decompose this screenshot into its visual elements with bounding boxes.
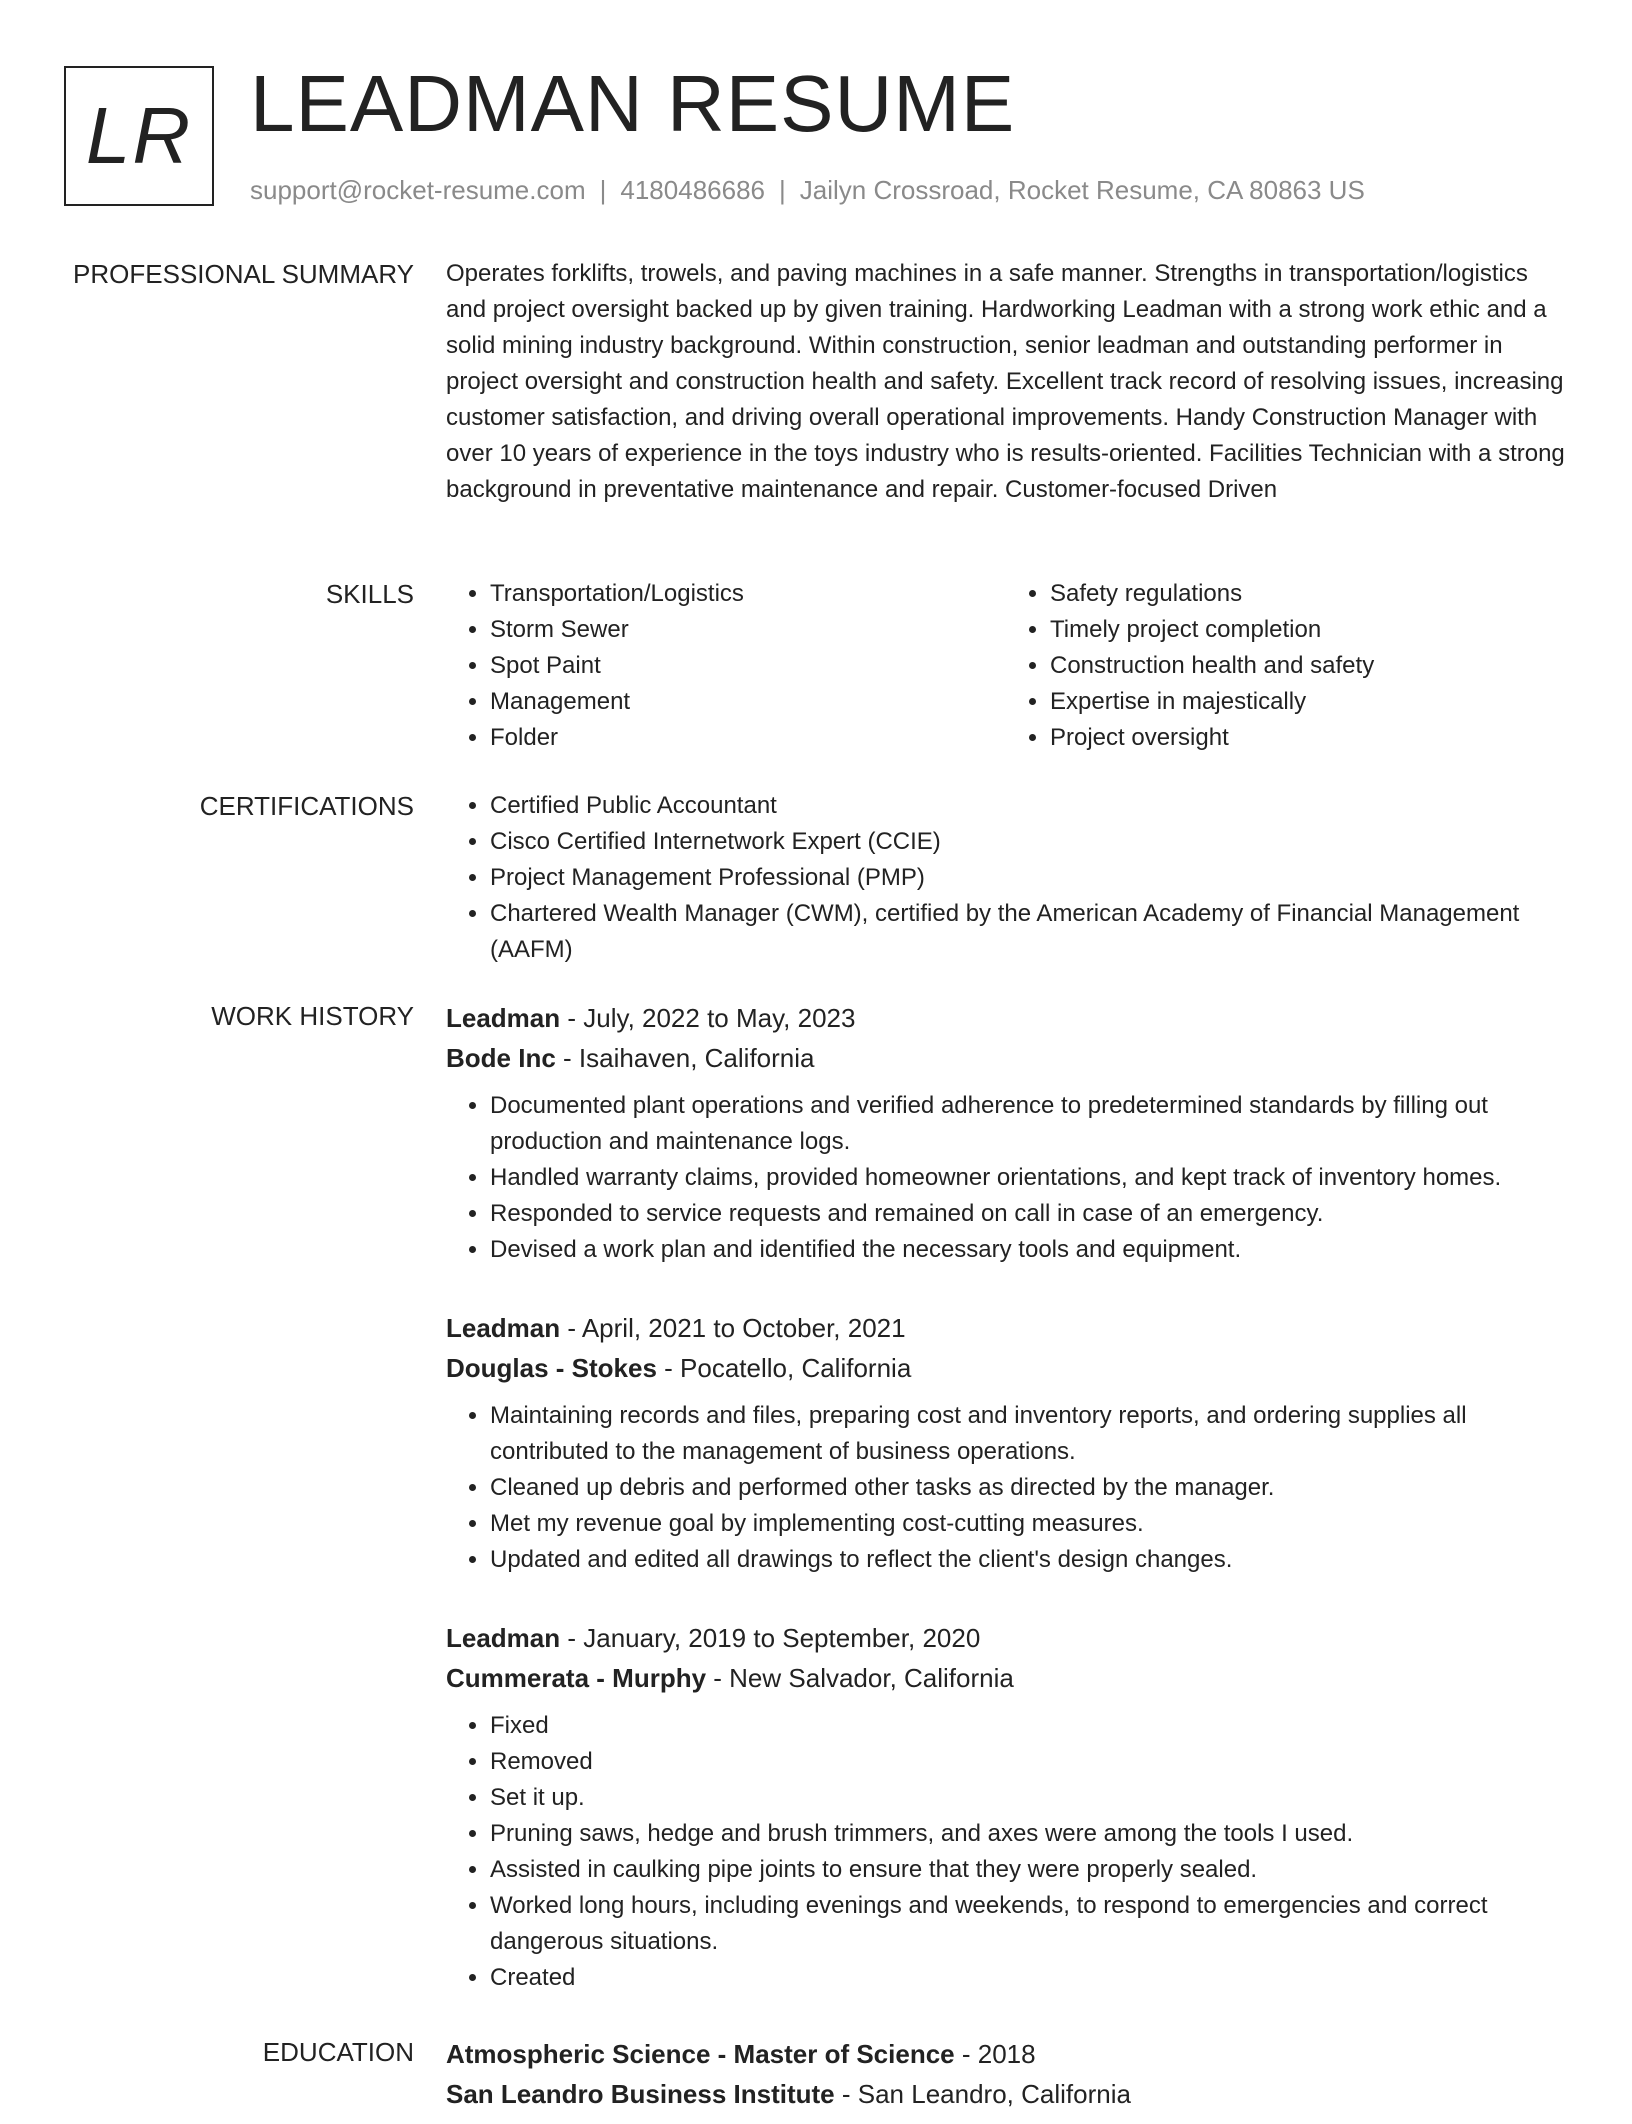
job-location: - Pocatello, California (656, 1353, 912, 1383)
skill-item: • Spot Paint (490, 648, 1006, 684)
certification-item: • Chartered Wealth Manager (CWM), certified by the American Academy of Financial Management (AAFM) (490, 896, 1566, 968)
job-bullet: • Created (490, 1960, 1566, 1996)
skill-item: • Timely project completion (1050, 612, 1566, 648)
job-bullet: • Assisted in caulking pipe joints to ensure that they were properly sealed. (490, 1852, 1566, 1888)
skill-item: • Transportation/Logistics (490, 576, 1006, 612)
education-degree-line (446, 2034, 1566, 2074)
certification-item: • Cisco Certified Internetwork Expert (CCIE) (490, 824, 1566, 860)
education-year: - 2018 (954, 2039, 1036, 2069)
job-company-line (446, 1038, 1566, 1078)
job-company: Douglas - Stokes (446, 1353, 657, 1383)
certifications-body (446, 788, 1566, 968)
section-label-skills: SKILLS (325, 579, 414, 609)
job-dates: - July, 2022 to May, 2023 (560, 1003, 856, 1033)
skill-item: • Project oversight (1050, 720, 1566, 756)
job-title-line (446, 1618, 1566, 1658)
job-bullet: • Removed (490, 1744, 1566, 1780)
section-label-work-history: WORK HISTORY (211, 1001, 414, 1031)
education-body (446, 2034, 1566, 2124)
certifications-list (446, 788, 1566, 968)
section-label-summary: PROFESSIONAL SUMMARY (73, 259, 414, 289)
job-company: Cummerata - Murphy (446, 1663, 707, 1693)
education-school-line (446, 2074, 1566, 2114)
skills-list-right (1006, 576, 1566, 756)
contact-line (250, 174, 1365, 206)
job-entry (446, 1308, 1566, 1578)
contact-address: Jailyn Crossroad, Rocket Resume, CA 80863 US (799, 175, 1365, 205)
job-bullet: • Fixed (490, 1708, 1566, 1744)
job-location: - Isaihaven, California (555, 1043, 815, 1073)
job-bullet: • Documented plant operations and verified adherence to predetermined standards by filling out production and maintenance logs. (490, 1088, 1566, 1160)
resume-name: LEADMAN RESUME (250, 59, 1016, 148)
job-company-line (446, 1658, 1566, 1698)
job-bullet: • Pruning saws, hedge and brush trimmers, and axes were among the tools I used. (490, 1816, 1566, 1852)
job-bullet: • Updated and edited all drawings to reflect the client's design changes. (490, 1542, 1566, 1578)
job-bullets (446, 1708, 1566, 1996)
summary-text: Operates forklifts, trowels, and paving machines in a safe manner. Strengths in transportation/logistics and project oversight backed up by given training. Hardworking Leadman with a strong work ethic and a solid mining industry background. Within construction, senior leadman and outstanding performer in project oversight and construction health and safety. Excellent track record of resolving issues, increasing customer satisfaction, and driving overall operational improvements. Handy Construction Manager with over 10 years of experience in the toys industry who is results-oriented. Facilities Technician with a strong background in preventative maintenance and repair. Customer-focused Driven (446, 260, 1565, 503)
education-degree: Atmospheric Science - Master of Science (446, 2039, 955, 2069)
job-company-line (446, 1348, 1566, 1388)
job-company: Bode Inc (446, 1043, 556, 1073)
job-bullet: • Worked long hours, including evenings and weekends, to respond to emergencies and correct dangerous situations. (490, 1888, 1566, 1960)
skills-list-left (446, 576, 1006, 756)
certification-item: • Project Management Professional (PMP) (490, 860, 1566, 896)
job-bullet: • Cleaned up debris and performed other tasks as directed by the manager. (490, 1470, 1566, 1506)
skill-item: • Folder (490, 720, 1006, 756)
job-bullets (446, 1398, 1566, 1578)
job-bullet: • Handled warranty claims, provided homeowner orientations, and kept track of inventory homes. (490, 1160, 1566, 1196)
skill-item: • Management (490, 684, 1006, 720)
job-bullet: • Devised a work plan and identified the necessary tools and equipment. (490, 1232, 1566, 1268)
skill-item: • Safety regulations (1050, 576, 1566, 612)
skill-item: • Storm Sewer (490, 612, 1006, 648)
job-entry (446, 1618, 1566, 1996)
work-history-body (446, 998, 1566, 2036)
skill-item: • Expertise in majestically (1050, 684, 1566, 720)
job-location: - New Salvador, California (706, 1663, 1014, 1693)
job-bullet: • Met my revenue goal by implementing cost-cutting measures. (490, 1506, 1566, 1542)
summary-body (446, 256, 1566, 508)
job-title: Leadman (446, 1003, 561, 1033)
job-title-line (446, 1308, 1566, 1348)
section-label-certifications: CERTIFICATIONS (199, 791, 414, 821)
job-bullets (446, 1088, 1566, 1268)
job-bullet: • Responded to service requests and remained on call in case of an emergency. (490, 1196, 1566, 1232)
skills-body (446, 576, 1566, 756)
education-location: - San Leandro, California (834, 2079, 1131, 2109)
contact-phone[interactable]: 4180486686 (620, 175, 765, 205)
job-title: Leadman (446, 1313, 561, 1343)
job-bullet: • Maintaining records and files, preparing cost and inventory reports, and ordering supplies all contributed to the management of business operations. (490, 1398, 1566, 1470)
job-dates: - April, 2021 to October, 2021 (560, 1313, 906, 1343)
job-dates: - January, 2019 to September, 2020 (560, 1623, 981, 1653)
job-title-line (446, 998, 1566, 1038)
contact-separator: | (779, 175, 786, 205)
contact-separator: | (599, 175, 607, 205)
job-bullet: • Set it up. (490, 1780, 1566, 1816)
section-label-education: EDUCATION (262, 2037, 414, 2067)
certification-item: • Certified Public Accountant (490, 788, 1566, 824)
job-title: Leadman (446, 1623, 561, 1653)
monogram-logo: LR (64, 66, 214, 206)
education-school: San Leandro Business Institute (446, 2079, 835, 2109)
skill-item: • Construction health and safety (1050, 648, 1566, 684)
job-entry (446, 998, 1566, 1268)
contact-email[interactable]: support@rocket-resume.com (250, 175, 586, 205)
